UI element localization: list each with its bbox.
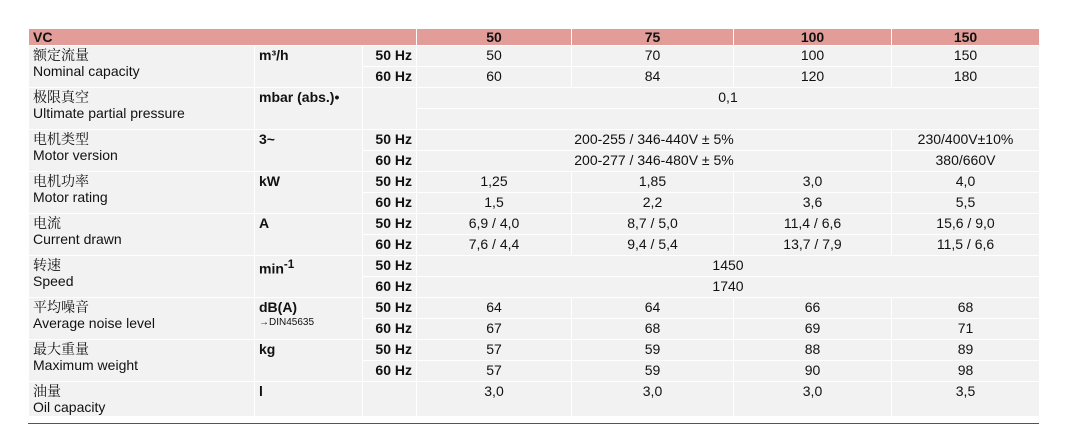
current-row-50 [29, 214, 1040, 235]
header-size-75: 75 [572, 29, 734, 46]
rating-freq-50: 50 Hz [363, 172, 417, 193]
motor-60-last: 380/660V [892, 151, 1040, 172]
table-cell: 60 [417, 67, 572, 88]
table-cell: 9,4 / 5,4 [572, 235, 734, 256]
table-cell: 70 [572, 46, 734, 67]
current-freq-50: 50 Hz [363, 214, 417, 235]
table-cell: 2,2 [572, 193, 734, 214]
capacity-freq-60: 60 Hz [363, 67, 417, 88]
noise-freq-50: 50 Hz [363, 298, 417, 319]
weight-freq-50: 50 Hz [363, 340, 417, 361]
table-cell: 1,5 [417, 193, 572, 214]
speed-label-en: Speed [33, 273, 74, 289]
table-cell: 88 [734, 340, 892, 361]
vacuum-row-1 [29, 88, 1040, 109]
noise-label-en: Average noise level [33, 315, 155, 331]
table-cell: 3,6 [734, 193, 892, 214]
table-cell: 98 [892, 361, 1040, 382]
motor-label [29, 130, 255, 172]
vacuum-label-en: Ultimate partial pressure [33, 105, 185, 121]
oil-freq-empty [363, 382, 417, 417]
table-cell: 13,7 / 7,9 [734, 235, 892, 256]
noise-unit [255, 298, 363, 340]
vacuum-unit: mbar (abs.)• [255, 88, 363, 130]
capacity-row-50 [29, 46, 1040, 67]
table-cell: 7,6 / 4,4 [417, 235, 572, 256]
table-cell: 1,85 [572, 172, 734, 193]
weight-label-zh: 最大重量 [33, 341, 89, 357]
vacuum-freq-empty [363, 88, 417, 130]
motor-50-span: 200-255 / 346-440V ± 5% [417, 130, 892, 151]
speed-unit [255, 256, 363, 298]
oil-label-en: Oil capacity [33, 399, 106, 415]
noise-unit-ref: →DIN45635 [259, 317, 315, 328]
capacity-label-zh: 额定流量 [33, 47, 89, 63]
table-cell: 50 [417, 46, 572, 67]
speed-label [29, 256, 255, 298]
weight-unit: kg [255, 340, 363, 382]
speed-50-value: 1450 [417, 256, 1040, 277]
table-cell: 6,9 / 4,0 [417, 214, 572, 235]
bottom-divider [28, 423, 1039, 424]
motor-50-last: 230/400V±10% [892, 130, 1040, 151]
table-cell: 59 [572, 340, 734, 361]
table-cell: 90 [734, 361, 892, 382]
table-cell: 68 [892, 298, 1040, 319]
table-cell: 3,0 [417, 382, 572, 417]
motor-row-50 [29, 130, 1040, 151]
weight-label-en: Maximum weight [33, 357, 139, 373]
motor-label-en: Motor version [33, 147, 118, 163]
capacity-label-en: Nominal capacity [33, 63, 140, 79]
header-row [29, 29, 1040, 46]
weight-row-50 [29, 340, 1040, 361]
header-size-50: 50 [417, 29, 572, 46]
table-cell: 57 [417, 361, 572, 382]
header-size-100: 100 [734, 29, 892, 46]
table-cell: 57 [417, 340, 572, 361]
oil-unit: l [255, 382, 363, 417]
table-cell: 64 [417, 298, 572, 319]
table-cell: 11,4 / 6,6 [734, 214, 892, 235]
vacuum-value-empty [417, 109, 1040, 130]
table-cell: 180 [892, 67, 1040, 88]
table-cell: 4,0 [892, 172, 1040, 193]
current-label-zh: 电流 [33, 215, 61, 231]
table-cell: 3,0 [734, 172, 892, 193]
speed-row-50 [29, 256, 1040, 277]
noise-label-zh: 平均噪音 [33, 299, 89, 315]
header-model: VC [29, 29, 417, 46]
current-label [29, 214, 255, 256]
capacity-freq-50: 50 Hz [363, 46, 417, 67]
motor-60-span: 200-277 / 346-480V ± 5% [417, 151, 892, 172]
header-size-150: 150 [892, 29, 1040, 46]
weight-freq-60: 60 Hz [363, 361, 417, 382]
table-cell: 11,5 / 6,6 [892, 235, 1040, 256]
capacity-unit: m³/h [255, 46, 363, 88]
table-cell: 69 [734, 319, 892, 340]
rating-unit: kW [255, 172, 363, 214]
table-cell: 66 [734, 298, 892, 319]
speed-label-zh: 转速 [33, 257, 61, 273]
oil-label [29, 382, 255, 417]
vacuum-label-zh: 极限真空 [33, 89, 89, 105]
table-cell: 68 [572, 319, 734, 340]
spec-table-container [28, 28, 1039, 417]
table-cell: 15,6 / 9,0 [892, 214, 1040, 235]
motor-freq-50: 50 Hz [363, 130, 417, 151]
table-cell: 84 [572, 67, 734, 88]
table-cell: 71 [892, 319, 1040, 340]
weight-label [29, 340, 255, 382]
motor-unit: 3~ [255, 130, 363, 172]
table-cell: 8,7 / 5,0 [572, 214, 734, 235]
rating-freq-60: 60 Hz [363, 193, 417, 214]
table-cell: 1,25 [417, 172, 572, 193]
table-cell: 67 [417, 319, 572, 340]
rating-label-en: Motor rating [33, 189, 108, 205]
noise-unit-main: dB(A) [259, 299, 298, 315]
rating-row-50 [29, 172, 1040, 193]
table-cell: 89 [892, 340, 1040, 361]
oil-label-zh: 油量 [33, 383, 61, 399]
table-cell: 150 [892, 46, 1040, 67]
table-cell: 3,0 [734, 382, 892, 417]
speed-unit-base: min [259, 260, 284, 277]
table-cell: 3,5 [892, 382, 1040, 417]
noise-row-50 [29, 298, 1040, 319]
noise-label [29, 298, 255, 340]
rating-label-zh: 电机功率 [33, 173, 89, 189]
table-cell: 3,0 [572, 382, 734, 417]
table-cell: 5,5 [892, 193, 1040, 214]
rating-label [29, 172, 255, 214]
capacity-label [29, 46, 255, 88]
motor-freq-60: 60 Hz [363, 151, 417, 172]
speed-freq-60: 60 Hz [363, 277, 417, 298]
table-cell: 59 [572, 361, 734, 382]
current-label-en: Current drawn [33, 231, 122, 247]
noise-freq-60: 60 Hz [363, 319, 417, 340]
table-cell: 100 [734, 46, 892, 67]
current-freq-60: 60 Hz [363, 235, 417, 256]
speed-unit-sup: -1 [283, 258, 295, 271]
spec-table [28, 28, 1040, 417]
table-cell: 120 [734, 67, 892, 88]
motor-label-zh: 电机类型 [33, 131, 89, 147]
vacuum-label [29, 88, 255, 130]
current-unit: A [255, 214, 363, 256]
speed-60-value: 1740 [417, 277, 1040, 298]
table-cell: 64 [572, 298, 734, 319]
speed-freq-50: 50 Hz [363, 256, 417, 277]
vacuum-value: 0,1 [417, 88, 1040, 109]
